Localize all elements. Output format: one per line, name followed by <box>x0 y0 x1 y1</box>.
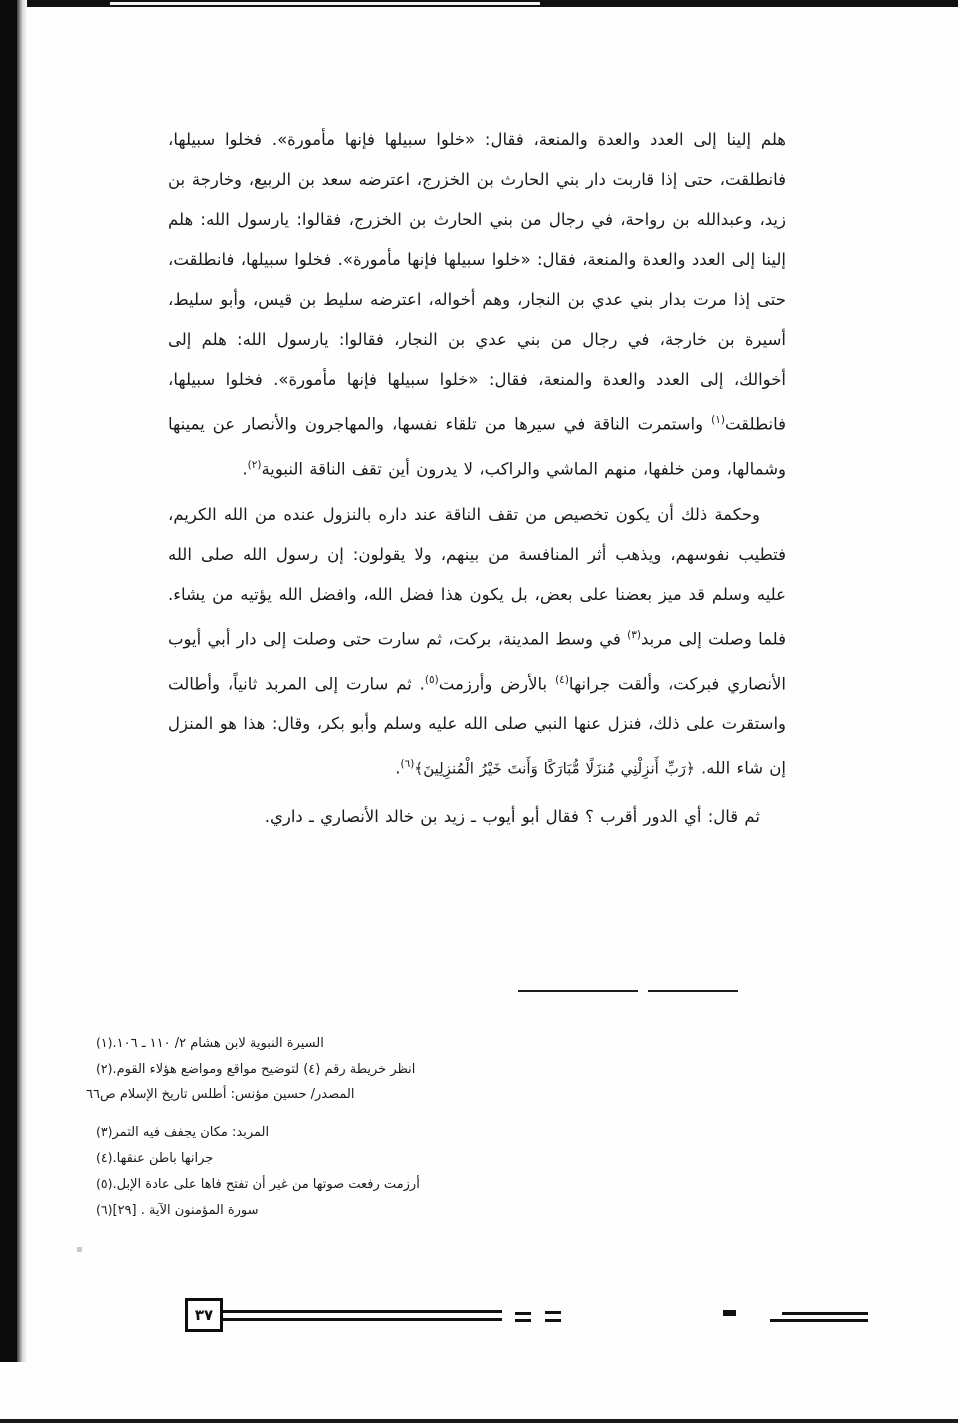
footnote-text: سورة المؤمنون الآية . [٢٩] <box>112 1203 259 1218</box>
quran-verse: رَبِّ أَنزِلْنِي مُنزَلًا مُّبَارَكًا وَأَنتَ خَيْرُ الْمُنزِلِينَ <box>423 759 686 778</box>
footnote-text: المربد: مكان يجفف فيه التمر <box>112 1125 270 1140</box>
paragraph-1-tail: واستمرت الناقة في سيرها من تلقاء نفسها، والمهاجرون والأنصار عن يمينها وشمالها، ومن خلفها، منهم الماشي والراكب، لا يدرون أين تقف الناقة النبوية <box>168 414 786 478</box>
footnote-ref-4[interactable]: (٤) <box>555 673 569 686</box>
footnote-ref-3[interactable]: (٣) <box>627 629 641 641</box>
footer-rule-segment <box>222 1318 502 1321</box>
footnote-text: انظر خريطة رقم (٤) لتوضيح مواقع ومواضع هؤلاء القوم. <box>112 1062 416 1077</box>
footnote-item <box>86 1197 786 1223</box>
scan-edge-top-highlight <box>110 2 540 5</box>
footnote-text: السيرة النبوية لابن هشام ٢/ ١١٠ ـ ١٠٦. <box>112 1036 324 1051</box>
footer-rule-dash <box>545 1311 561 1314</box>
footnote-rule-right-segment <box>648 990 738 992</box>
paragraph-2-text-a: وحكمة ذلك أن يكون تخصيص من تقف الناقة عند داره بالنزول عنده من الله الكريم، فتطيب نفوسهم، ويذهب أثر المنافسة من بينهم، ولا يقولون: إن رسول الله صلى الله عليه وسلم قد ميز بعضنا على بعض، بل يكون هذا فضل الله، وافضل الله يؤتيه من يشاء. فلما وصلت إلى مربد <box>168 505 786 649</box>
paragraph-2-text-b: في وسط المدينة، بركت، ثم سارت حتى وصلت إلى دار أبي أيوب الأنصاري فبركت، وألقت جرانها <box>168 629 787 693</box>
footnote-item <box>86 1171 786 1197</box>
paragraph-1 <box>168 120 786 489</box>
footnote-ref-1[interactable]: (١) <box>711 414 725 426</box>
footnote-marker: (٤) <box>96 1150 113 1165</box>
ayah-open-bracket: ﴿ <box>685 759 695 778</box>
footnote-rule-left-segment <box>518 990 638 992</box>
scan-edge-bottom <box>0 1419 958 1423</box>
paragraph-1-text: هلم إلينا إلى العدد والعدة والمنعة، فقال: «خلوا سبيلها فإنها مأمورة». فخلوا سبيلها، فانطلقت، حتى إذا قاربت دار بني الحارث بن الخزرج، اعترضه سعد بن الربيع، وخارجة بن زيد، وعبدالله بن رواحة، في رجال من بني الحارث بن الخزرج، فقالوا: يارسول الله: هلم إلينا إلى العدد والعدة والمنعة، فقال: «خلوا سبيلها فإنها مأمورة». فخلوا سبيلها، فانطلقت، حتى إذا مرت بدار بني عدي بن النجار، وهم أخواله، اعترضه سليط بن قيس، وأبو سليط، أسيرة بن خارجة، في رجال من بني عدي بن النجار، فقالوا: يارسول الله: هلم إلى أخوالك، إلى العدد والعدة والمنعة، فقال: «خلوا سبيلها فإنها مأمورة». فخلوا سبيلها، فانطلقت <box>168 130 786 434</box>
footnote-source-row <box>86 1082 786 1107</box>
scan-speck <box>77 1247 82 1252</box>
footer-rule-tick <box>723 1310 736 1316</box>
footnote-spacer <box>86 1107 786 1119</box>
footnote-marker: (٦) <box>96 1202 113 1217</box>
footnote-separator <box>0 990 958 994</box>
footnote-item <box>86 1119 786 1145</box>
footer-rule-dash <box>545 1319 561 1322</box>
footnote-item <box>86 1145 786 1171</box>
footer-rule-dash <box>515 1312 531 1315</box>
paragraph-2-text-c: بالأرض وأرزمت <box>438 674 556 693</box>
paragraph-2 <box>168 495 786 789</box>
ayah-close-bracket: ﴾ <box>414 759 424 778</box>
paragraph-2-text-d: . ثم سارت إلى المربد ثانياً، وأطالت واستقرت على ذلك، فنزل عنها النبي صلى الله عليه وسلم وأبو بكر، وقال: هذا هو المنزل إن شاء الله. <box>168 674 786 778</box>
footnote-ref-6[interactable]: (٦) <box>400 758 415 770</box>
page-footer-band <box>0 1298 958 1344</box>
footer-rule-dash <box>515 1319 531 1322</box>
footnote-ref-2[interactable]: (٢) <box>247 458 262 471</box>
footnote-marker: (١) <box>96 1035 113 1050</box>
footnote-marker: (٢) <box>96 1061 113 1076</box>
paragraph-1-end: . <box>242 459 248 478</box>
footnote-marker: (٥) <box>96 1176 113 1191</box>
footnotes-block <box>86 1030 786 1223</box>
paragraph-3: ثم قال: أي الدور أقرب ؟ فقال أبو أيوب ـ زيد بن خالد الأنصاري ـ داري. <box>264 806 760 826</box>
footnote-marker: (٣) <box>96 1124 113 1139</box>
footnote-ref-5[interactable]: (٥) <box>424 673 439 686</box>
footer-rule-segment <box>222 1310 502 1313</box>
page-body <box>168 120 786 843</box>
footnote-text: جرانها باطن عنقها. <box>112 1151 214 1166</box>
footer-rule-segment <box>782 1312 868 1315</box>
page-number-box <box>185 1298 223 1332</box>
scan-edge-left <box>0 0 17 1362</box>
footnote-text: أرزمت رفعت صوتها من غير أن تفتح فاها على عادة الإبل. <box>112 1177 420 1192</box>
footnote-item <box>86 1056 786 1082</box>
ayah-end-punct: . <box>395 758 401 778</box>
page-number: ٣٧ <box>194 1305 214 1324</box>
footnote-item <box>86 1030 786 1056</box>
scan-edge-left-gradient <box>17 0 27 1362</box>
footer-rule-segment <box>770 1319 868 1322</box>
footnote-source-line: المصدر/ حسين مؤنس: أطلس تاريخ الإسلام ص٦٦ <box>86 1087 355 1102</box>
